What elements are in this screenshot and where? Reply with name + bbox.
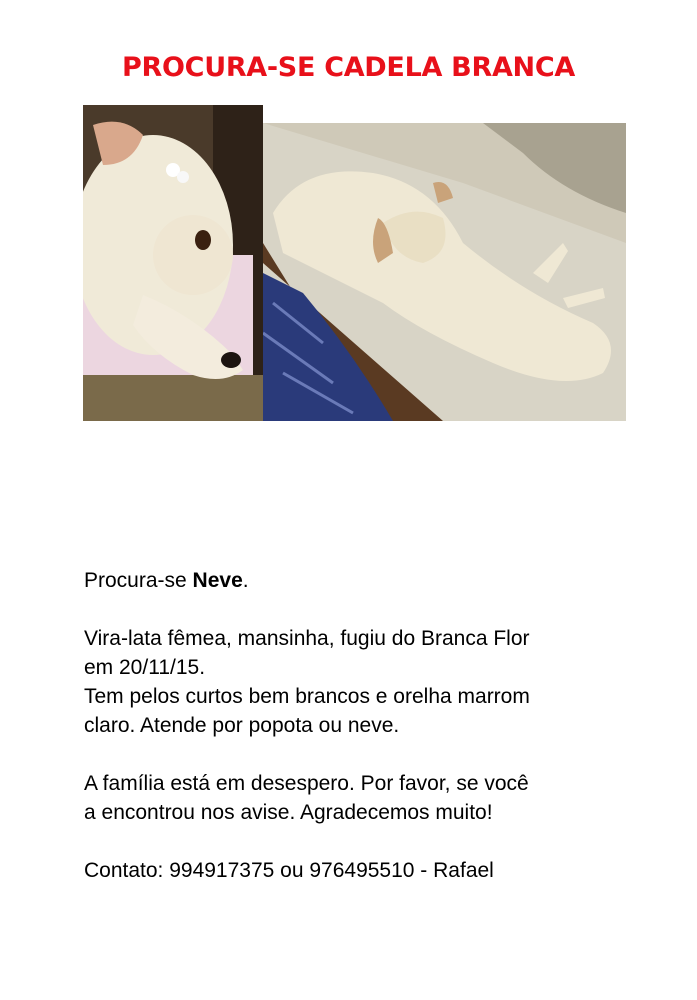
description-line-1: Vira-lata fêmea, mansinha, fugiu do Branca Flor bbox=[84, 627, 530, 650]
poster-title: PROCURA-SE CADELA BRANCA bbox=[122, 52, 575, 83]
dog-closeup-photo bbox=[83, 105, 263, 421]
intro-line: Procura-se Neve. bbox=[84, 569, 249, 592]
plea-line-2: a encontrou nos avise. Agradecemos muito! bbox=[84, 801, 493, 824]
dog-lying-photo bbox=[263, 123, 626, 421]
plea-line-1: A família está em desespero. Por favor, se você bbox=[84, 772, 529, 795]
contact-line: Contato: 994917375 ou 976495510 - Rafael bbox=[84, 859, 494, 882]
poster-body bbox=[84, 566, 644, 885]
features-line-2: claro. Atende por popota ou neve. bbox=[84, 714, 400, 737]
description-line-2: em 20/11/15. bbox=[84, 656, 206, 679]
dog-name: Neve bbox=[192, 569, 243, 592]
features-line-1: Tem pelos curtos bem brancos e orelha marrom bbox=[84, 685, 530, 708]
